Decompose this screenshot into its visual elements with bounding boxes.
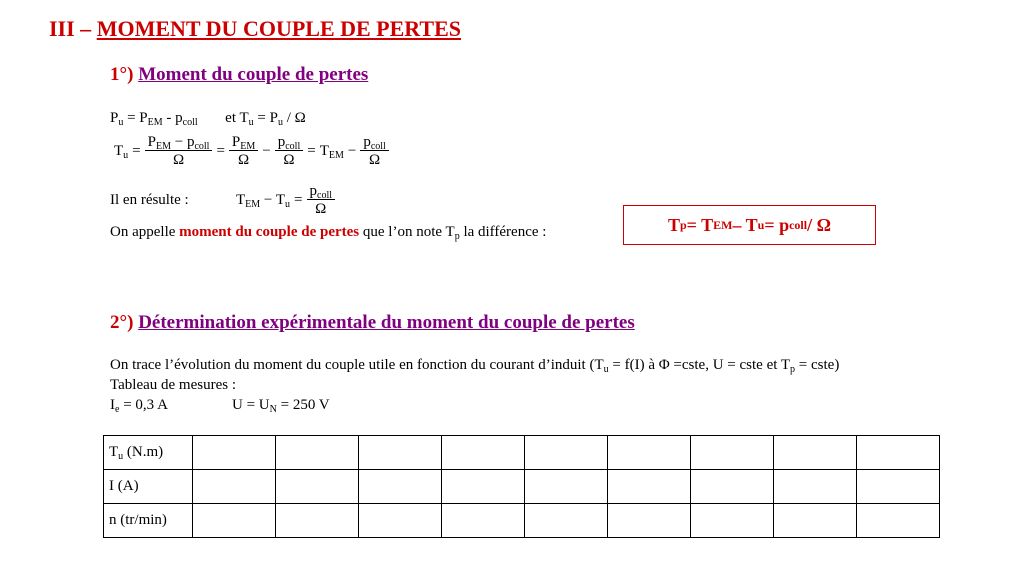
fraction-1-den: Ω	[172, 152, 185, 168]
section-title	[49, 16, 461, 42]
subsection-1-text: Moment du couple de pertes	[138, 64, 369, 85]
table-cell[interactable]	[276, 436, 359, 470]
minus-text: - p	[162, 110, 183, 126]
table-cell[interactable]	[608, 436, 691, 470]
table-cell[interactable]	[525, 504, 608, 538]
f1-coll: coll	[194, 141, 210, 152]
result-tem	[236, 192, 290, 209]
trace-main: On trace l’évolution du moment du couple utile en fonction du courant d’induit (T	[110, 357, 604, 373]
fraction-2-num	[229, 134, 258, 151]
f3-p: p	[277, 134, 286, 150]
table-cell[interactable]	[193, 436, 276, 470]
f1-mid: − p	[170, 134, 195, 150]
f4-p: p	[363, 134, 371, 150]
table-cell[interactable]	[691, 504, 774, 538]
f2-p: P	[231, 134, 241, 150]
box-eq1: = T	[686, 214, 714, 235]
subsection-2-title	[110, 312, 635, 334]
result-p: p	[309, 183, 317, 199]
sub-u2: u	[248, 117, 254, 128]
tem-t: T	[319, 143, 329, 159]
fraction-1-num	[145, 134, 213, 151]
table-cell[interactable]	[193, 504, 276, 538]
table-row	[104, 436, 940, 470]
conditions-u	[232, 397, 330, 414]
tem-sub: EM	[328, 150, 344, 161]
section-title-text: MOMENT DU COUPLE DE PERTES	[96, 16, 461, 41]
rest-text: = P	[253, 110, 278, 126]
f1-em: EM	[155, 141, 171, 152]
trace-text	[110, 357, 839, 374]
definition-post: que l’on note T	[359, 224, 455, 240]
minus: −	[262, 143, 271, 159]
tem-symbol	[320, 143, 344, 160]
table-cell[interactable]	[608, 470, 691, 504]
table-cell[interactable]	[193, 470, 276, 504]
table-cell[interactable]	[359, 436, 442, 470]
f3-coll: coll	[285, 141, 301, 152]
cond-ie: I	[110, 397, 115, 413]
subsection-1-number: 1°)	[110, 64, 134, 85]
result-equals: =	[294, 192, 303, 208]
table-cell[interactable]	[525, 436, 608, 470]
box-minus: – T	[732, 214, 758, 235]
result-fraction-den: Ω	[315, 201, 327, 217]
fraction-2-den: Ω	[238, 152, 250, 168]
trace-sub-u: u	[603, 364, 609, 375]
fraction-4-den: Ω	[369, 152, 381, 168]
tu-t: T	[114, 143, 124, 159]
torque-equation	[112, 134, 391, 169]
table-cell[interactable]	[691, 436, 774, 470]
tu-sub: u	[123, 150, 129, 161]
trace-end: = cste)	[795, 357, 840, 373]
table-cell[interactable]	[774, 470, 857, 504]
trace-sub-p: p	[790, 364, 796, 375]
row-0-sub: u	[118, 451, 124, 462]
table-cell[interactable]	[608, 504, 691, 538]
fraction-2	[229, 134, 258, 169]
fraction-3-num	[275, 134, 304, 151]
fraction-4-num	[360, 134, 389, 151]
minus: −	[347, 143, 357, 159]
row-0-rest: (N.m)	[123, 444, 164, 460]
loss-torque-formula-box: T p = T EM – T u = p coll / Ω	[623, 205, 876, 245]
box-eq2: = p	[764, 214, 790, 235]
definition-pre: On appelle	[110, 224, 180, 240]
et-text: et T	[225, 110, 249, 126]
row-1-label: I (A)	[109, 478, 139, 494]
sub-u3: u	[277, 117, 283, 128]
end-text: / Ω	[282, 110, 306, 126]
table-cell[interactable]	[774, 436, 857, 470]
fraction-3-den: Ω	[283, 152, 295, 168]
tu-symbol	[114, 143, 128, 160]
f1-p: P	[147, 134, 156, 150]
fraction-4	[360, 134, 389, 169]
definition-highlight: moment du couple de pertes	[179, 224, 360, 240]
table-row	[104, 470, 940, 504]
sub-u: u	[118, 117, 124, 128]
table-cell[interactable]	[857, 436, 940, 470]
result-label: Il en résulte :	[110, 192, 189, 208]
equals: =	[307, 143, 316, 159]
cond-ie-val: = 0,3 A	[119, 397, 168, 413]
table-cell[interactable]	[857, 470, 940, 504]
table-cell[interactable]	[525, 470, 608, 504]
table-cell[interactable]	[276, 470, 359, 504]
table-cell[interactable]	[691, 470, 774, 504]
f2-em: EM	[240, 141, 256, 152]
definition-text	[110, 224, 546, 241]
box-end: / Ω	[807, 214, 832, 235]
result-tem-sub: EM	[245, 199, 261, 210]
result-tu-sub: u	[285, 199, 291, 210]
equals: =	[216, 143, 225, 159]
subsection-2-text: Détermination expérimentale du moment du couple de pertes	[138, 312, 635, 333]
row-label-speed	[104, 504, 193, 538]
result-fraction	[307, 183, 336, 218]
table-row	[104, 504, 940, 538]
table-cell[interactable]	[276, 504, 359, 538]
symbol-p: P	[110, 110, 119, 126]
result-coll: coll	[317, 190, 332, 201]
result-tem-t: T	[236, 192, 246, 208]
cond-u-sub: N	[269, 404, 277, 415]
cond-u-val: = 250 V	[276, 397, 330, 413]
table-cell[interactable]	[442, 504, 525, 538]
result-fraction-num	[307, 183, 336, 200]
cond-u: U = U	[232, 397, 270, 413]
definition-tail: la différence :	[459, 224, 547, 240]
section-number: III –	[49, 16, 92, 41]
power-equation	[110, 110, 306, 127]
trace-mid: = f(I) à Φ =cste, U = cste et T	[608, 357, 791, 373]
subsection-2-number: 2°)	[110, 312, 134, 333]
result-minus: − T	[260, 192, 286, 208]
row-label-current	[104, 470, 193, 504]
box-tp: T	[667, 214, 680, 235]
row-0-label: T	[109, 444, 119, 460]
table-cell[interactable]	[442, 470, 525, 504]
cond-ie-sub: e	[115, 404, 120, 415]
sub-coll: coll	[182, 117, 198, 128]
row-2-label: n (tr/min)	[109, 512, 167, 528]
fraction-1	[145, 134, 213, 169]
row-label-torque	[104, 436, 193, 470]
fraction-3	[275, 134, 304, 169]
conditions-ie	[110, 397, 168, 414]
sub-em: EM	[147, 117, 163, 128]
table-cell[interactable]	[359, 470, 442, 504]
equals: =	[132, 143, 141, 159]
table-cell[interactable]	[359, 504, 442, 538]
result-equation	[234, 183, 337, 218]
subsection-1-title	[110, 64, 368, 86]
tableau-label: Tableau de mesures :	[110, 377, 236, 393]
definition-sub: p	[454, 231, 460, 242]
measurement-table	[103, 435, 940, 538]
table-cell[interactable]	[442, 436, 525, 470]
eq-text: = P	[123, 110, 148, 126]
table-cell[interactable]	[774, 504, 857, 538]
f4-coll: coll	[370, 141, 386, 152]
table-cell[interactable]	[857, 504, 940, 538]
